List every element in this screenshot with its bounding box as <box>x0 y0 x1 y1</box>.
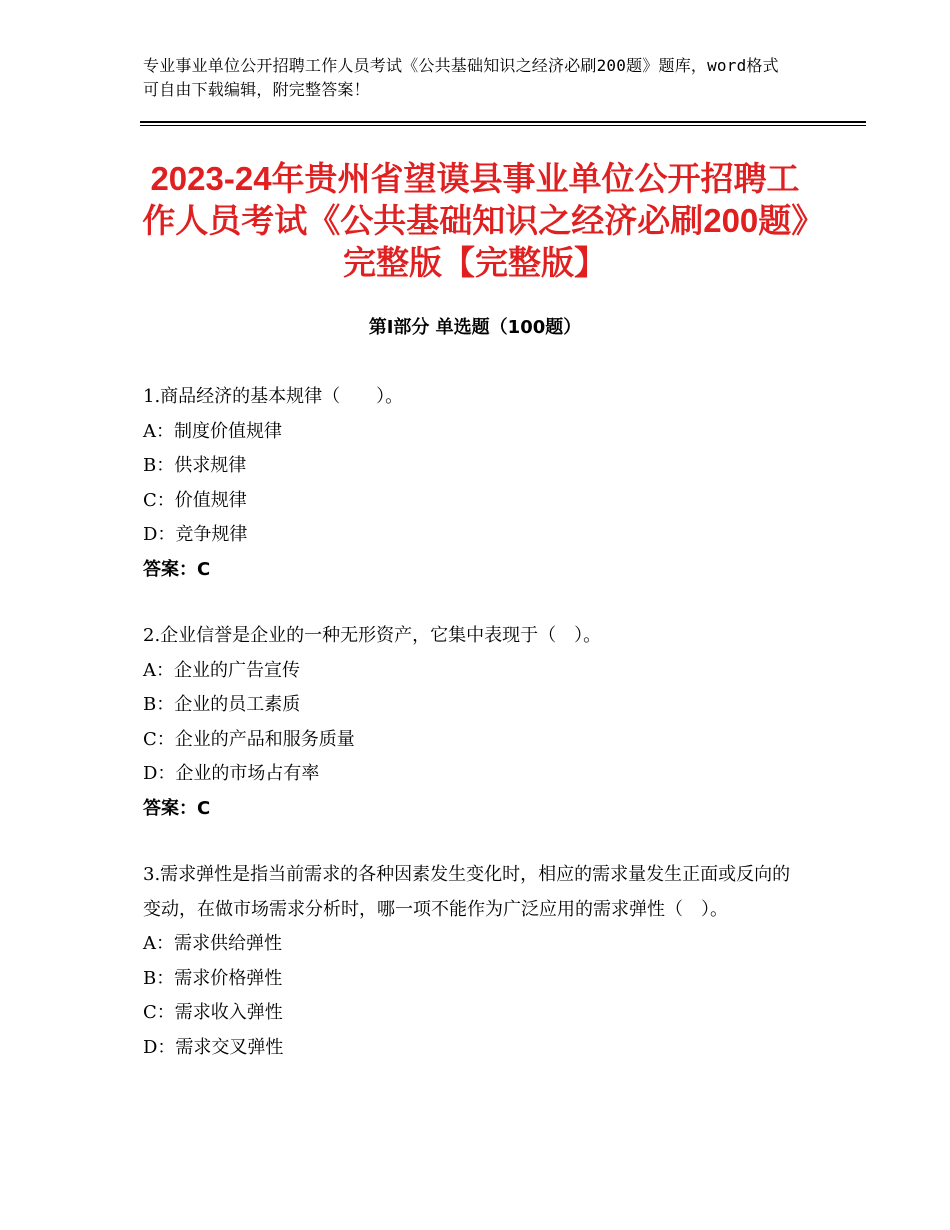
question-2 <box>143 619 798 826</box>
question-list <box>143 380 798 1097</box>
option-a: A：需求供给弹性 <box>143 933 282 954</box>
option-b: B：企业的员工素质 <box>143 694 301 715</box>
question-3 <box>143 858 798 1065</box>
answer: 答案：C <box>143 558 211 580</box>
question-stem: 1.商品经济的基本规律（ ）。 <box>143 386 404 407</box>
option-c: C：企业的产品和服务质量 <box>143 728 355 750</box>
answer: 答案：C <box>143 797 211 819</box>
question-1 <box>143 380 798 587</box>
header-rule-thin <box>140 125 866 126</box>
option-b: B：供求规律 <box>143 455 247 476</box>
question-stem: 3.需求弹性是指当前需求的各种因素发生变化时，相应的需求量发生正面或反向的变动，在做市场需求分析时，哪一项不能作为广泛应用的需求弹性（ ）。 <box>143 864 791 920</box>
option-b: B：需求价格弹性 <box>143 967 283 989</box>
question-stem: 2.企业信誉是企业的一种无形资产，它集中表现于（ ）。 <box>143 625 602 646</box>
document-title: 2023-24年贵州省望谟县事业单位公开招聘工作人员考试《公共基础知识之经济必刷200题》完整版【完整版】 <box>142 160 808 281</box>
option-c: C：价值规律 <box>143 489 247 511</box>
option-d: D：需求交叉弹性 <box>143 1036 284 1058</box>
section-title: 第Ⅰ部分 单选题（100题） <box>368 317 582 338</box>
header-rule-thick <box>140 121 866 123</box>
option-c: C：需求收入弹性 <box>143 1002 283 1023</box>
option-a: A：制度价值规律 <box>143 420 282 442</box>
option-d: D：企业的市场占有率 <box>143 763 320 784</box>
header-note: 专业事业单位公开招聘工作人员考试《公共基础知识之经济必刷200题》题库，word格式可自由下载编辑，附完整答案！ <box>143 56 779 99</box>
option-a: A：企业的广告宣传 <box>143 659 300 681</box>
option-d: D：竞争规律 <box>143 524 248 545</box>
